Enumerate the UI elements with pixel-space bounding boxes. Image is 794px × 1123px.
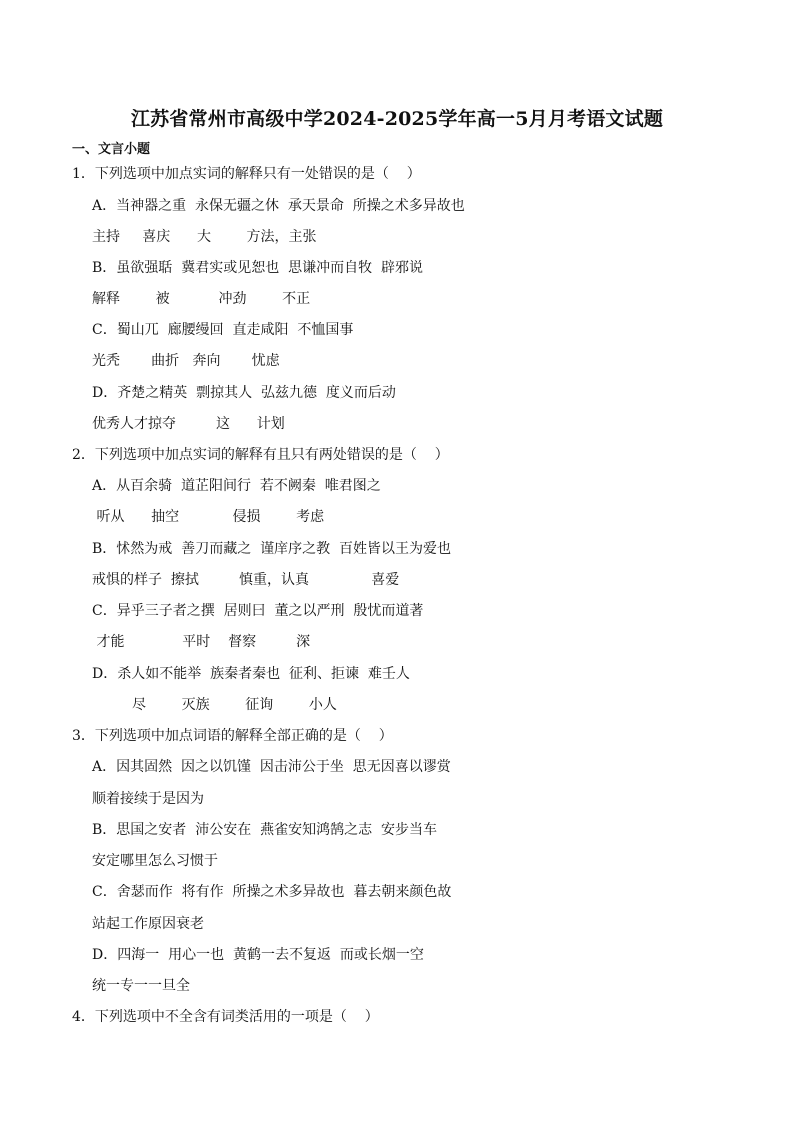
q1-option-d: D．齐楚之精英 剽掠其人 弘兹九德 度义而后动: [92, 385, 396, 401]
q3-option-d: D．四海一 用心一也 黄鹤一去不复返 而或长烟一空: [92, 947, 424, 963]
q1-option-c-explanation: 光秃 曲折 奔向 忧虑: [92, 353, 280, 369]
q2-option-b-explanation: 戒惧的样子 擦拭 慎重，认真 喜爱: [92, 572, 400, 588]
q3-option-d-explanation: 统一专一一旦全: [92, 978, 190, 994]
q3-option-b: B．思国之安者 沛公安在 燕雀安知鸿鹄之志 安步当车: [92, 822, 437, 838]
q2-option-b: B．怵然为戒 善刀而藏之 谨庠序之教 百姓皆以王为爱也: [92, 541, 451, 557]
q2-option-a: A．从百余骑 道芷阳间行 若不阙秦 唯君图之: [92, 478, 381, 494]
q2-option-d: D．杀人如不能举 族秦者秦也 征利、拒谏 难壬人: [92, 666, 410, 682]
q1-option-c: C．蜀山兀 廊腰缦回 直走咸阳 不恤国事: [92, 322, 354, 338]
q2-option-d-explanation: 尽 灭族 征询 小人: [92, 697, 337, 713]
q1-option-a: A．当神器之重 永保无疆之休 承天景命 所操之术多异故也: [92, 198, 465, 214]
q2-option-a-explanation: 听从 抽空 侵损 考虑: [92, 509, 325, 525]
q2-stem: 2．下列选项中加点实词的解释有且只有两处错误的是（ ）: [72, 447, 449, 463]
q1-stem: 1．下列选项中加点实词的解释只有一处错误的是（ ）: [72, 166, 421, 182]
q1-option-a-explanation: 主持 喜庆 大 方法，主张: [92, 229, 317, 245]
q3-option-c: C．舍瑟而作 将有作 所操之术多异故也 暮去朝来颜色故: [92, 884, 452, 900]
q3-option-a: A．因其固然 因之以饥馑 因击沛公于坐 思无因喜以谬赏: [92, 759, 451, 775]
q3-option-a-explanation: 顺着接续于是因为: [92, 791, 204, 807]
q2-option-c: C．异乎三子者之撰 居则曰 董之以严刑 殷忧而道著: [92, 603, 424, 619]
q1-option-b-explanation: 解释 被 冲劲 不正: [92, 291, 311, 307]
page-title: 江苏省常州市高级中学2024-2025学年高一5月月考语文试题: [130, 108, 664, 130]
q3-stem: 3．下列选项中加点词语的解释全部正确的是（ ）: [72, 728, 393, 744]
q3-option-c-explanation: 站起工作原因衰老: [92, 916, 204, 932]
q1-option-b: B．虽欲强聒 冀君实或见恕也 思谦冲而自牧 辟邪说: [92, 260, 423, 276]
q2-option-c-explanation: 才能 平时 督察 深: [92, 634, 311, 650]
q4-stem: 4．下列选项中不全含有词类活用的一项是（ ）: [72, 1009, 379, 1025]
section-heading: 一、文言小题: [72, 142, 151, 157]
q3-option-b-explanation: 安定哪里怎么习惯于: [92, 853, 218, 869]
q1-option-d-explanation: 优秀人才掠夺 这 计划: [92, 416, 285, 432]
